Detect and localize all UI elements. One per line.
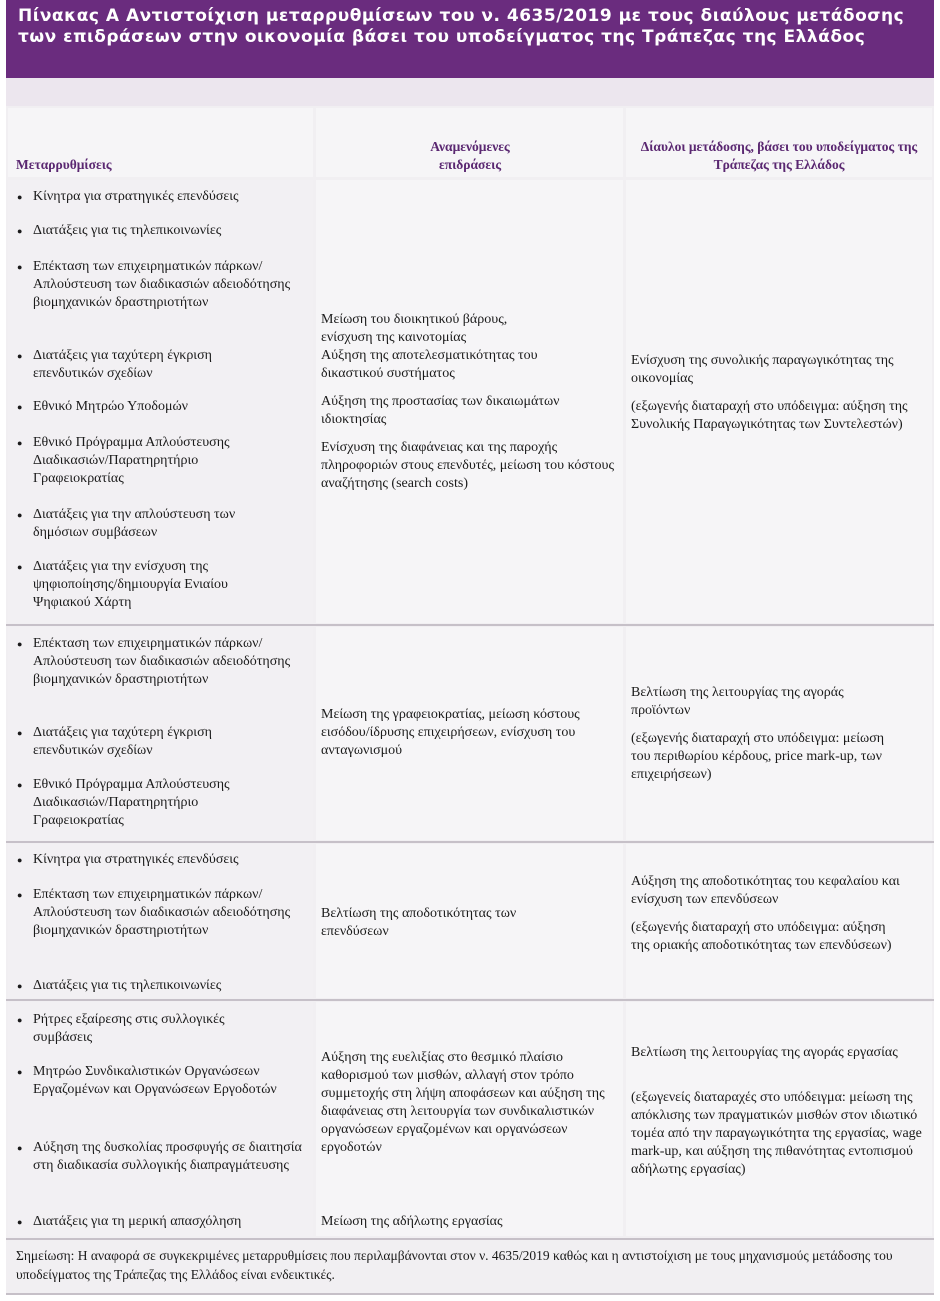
group-2-channel-note: (εξωγενής διαταραχή στο υπόδειγμα: μείωση του περιθωρίου κέρδους, price mark-up, των επιχειρήσεων) (631, 731, 885, 782)
column-header-reforms: Μεταρρυθμίσεις (16, 157, 112, 172)
group-separator (6, 624, 934, 626)
bottom-rule (6, 1293, 934, 1295)
group-1-channel: Ενίσχυση της συνολικής παραγωγικότητας της οικονομίας (631, 353, 894, 386)
column-header-channels: Δίαυλοι μετάδοσης, βάσει του υποδείγματος της Τράπεζας της Ελλάδος (640, 139, 918, 172)
reform-item: ● Εθνικό Μητρώο Υποδομών (17, 398, 309, 416)
reform-item: ● Επέκταση των επιχειρηματικών πάρκων/Απλούστευση των διαδικασιών αδειοδότησης βιομηχανικών δραστηριοτήτων (17, 635, 303, 689)
reform-item: ● Διατάξεις για την ενίσχυση της ψηφιοποίησης/δημιουργία Ενιαίου Ψηφιακού Χάρτη (17, 558, 283, 612)
reform-item: ● Διατάξεις για ταχύτερη έγκριση επενδυτικών σχεδίων (17, 347, 263, 383)
group-4-effect: Αύξηση της ευελιξίας στο θεσμικό πλαίσιο καθορισμού των μισθών, αλλαγή στον τρόπο συμμετοχής στη λήψη αποφάσεων και αύξηση της διαφάνειας στη λειτουργία των συνδικαλιστικών οργανώσεων εργαζομένων και οργανώσεων εργοδοτών (321, 1050, 605, 1155)
reform-item: ● Κίνητρα για στρατηγικές επενδύσεις (17, 188, 309, 206)
group-1-channel-note: (εξωγενής διαταραχή στο υπόδειγμα: αύξηση της Συνολικής Παραγωγικότητας των Συντελεστών) (631, 399, 908, 432)
reform-item: ● Διατάξεις για την απλούστευση των δημόσιων συμβάσεων (17, 506, 283, 542)
group-1-effect: Αύξηση της προστασίας των δικαιωμάτων ιδιοκτησίας (321, 394, 560, 427)
reform-item: ● Διατάξεις για τη μερική απασχόληση (17, 1213, 309, 1231)
group-1-effect: Αύξηση της αποτελεσματικότητας του δικαστικού συστήματος (321, 348, 538, 381)
reform-item: ● Αύξηση της δυσκολίας προσφυγής σε διαιτησία στη διαδικασία συλλογικής διαπραγμάτευσης (17, 1139, 303, 1175)
column-header-effects: Αναμενόμενες επιδράσεις (430, 139, 510, 172)
group-3-channel: Αύξηση της αποδοτικότητας του κεφαλαίου και ενίσχυση των επενδύσεων (631, 874, 900, 907)
group-4-channel-note: (εξωγενείς διαταραχές στο υπόδειγμα: μείωση της απόκλισης των πραγματικών μισθών στον ιδιωτικό τομέα από την παραγωγικότητα της εργασίας, wage mark-up, και αύξηση της πιθανότητας εντοπισμού αδήλωτης εργασίας) (631, 1090, 922, 1177)
group-3-effect: Βελτίωση της αποδοτικότητας των επενδύσεων (321, 906, 517, 939)
reform-item: ● Ρήτρες εξαίρεσης στις συλλογικές συμβάσεις (17, 1011, 283, 1047)
reform-item: ● Επέκταση των επιχειρηματικών πάρκων/Απλούστευση των διαδικασιών αδειοδότησης βιομηχανικών δραστηριοτήτων (17, 886, 303, 940)
group-1-effect: Ενίσχυση της διαφάνειας και της παροχής πληροφοριών στους επενδυτές, μείωση του κόστους αναζήτησης (search costs) (321, 440, 614, 491)
group-2-effect: Μείωση της γραφειοκρατίας, μείωση κόστους εισόδου/ίδρυσης επιχειρήσεων, ενίσχυση του ανταγωνισμού (321, 707, 580, 758)
group-4-effect: Μείωση της αδήλωτης εργασίας (321, 1214, 503, 1229)
group-4-channel: Βελτίωση της λειτουργίας της αγοράς εργασίας (631, 1045, 898, 1060)
group-separator (6, 999, 934, 1001)
reform-item: ● Κίνητρα για στρατηγικές επενδύσεις (17, 851, 309, 869)
table-title: Πίνακας Α Αντιστοίχιση μεταρρυθμίσεων του ν. 4635/2019 με τους διαύλους μετάδοσης των επιδράσεων στην οικονομία βάσει του υποδείγματος της Τράπεζας της Ελλάδος (18, 6, 905, 47)
reform-item: ● Εθνικό Πρόγραμμα Απλούστευσης Διαδικασιών/Παρατηρητήριο Γραφειοκρατίας (17, 776, 283, 830)
group-1-effect: Μείωση του διοικητικού βάρους, ενίσχυση της καινοτομίας (321, 312, 508, 345)
group-2-channel: Βελτίωση της λειτουργίας της αγοράς προϊόντων (631, 685, 844, 718)
group-separator (6, 841, 934, 843)
reform-item: ● Μητρώο Συνδικαλιστικών Οργανώσεων Εργαζομένων και Οργανώσεων Εργοδοτών (17, 1063, 309, 1099)
reform-item: ● Εθνικό Πρόγραμμα Απλούστευσης Διαδικασιών/Παρατηρητήριο Γραφειοκρατίας (17, 434, 283, 488)
group-3-channel-note: (εξωγενής διαταραχή στο υπόδειγμα: αύξηση της οριακής αποδοτικότητας των επενδύσεων) (631, 920, 892, 953)
reform-item: ● Διατάξεις για τις τηλεπικοινωνίες (17, 222, 309, 240)
reform-item: ● Επέκταση των επιχειρηματικών πάρκων/Απλούστευση των διαδικασιών αδειοδότησης βιομηχανικών δραστηριοτήτων (17, 258, 303, 312)
title-sub-band (6, 78, 934, 106)
table-title-banner (6, 0, 934, 78)
table-note: Σημείωση: Η αναφορά σε συγκεκριμένες μεταρρυθμίσεις που περιλαμβάνονται στον ν. 4635/2019 καθώς και η αντιστοίχιση με τους μηχανισμούς μετάδοσης του υποδείγματος της Τράπεζας της Ελλάδος είναι ενδεικτικές. (16, 1248, 893, 1282)
reform-item: ● Διατάξεις για τις τηλεπικοινωνίες (17, 977, 309, 995)
reform-item: ● Διατάξεις για ταχύτερη έγκριση επενδυτικών σχεδίων (17, 724, 263, 760)
note-separator (6, 1238, 934, 1240)
